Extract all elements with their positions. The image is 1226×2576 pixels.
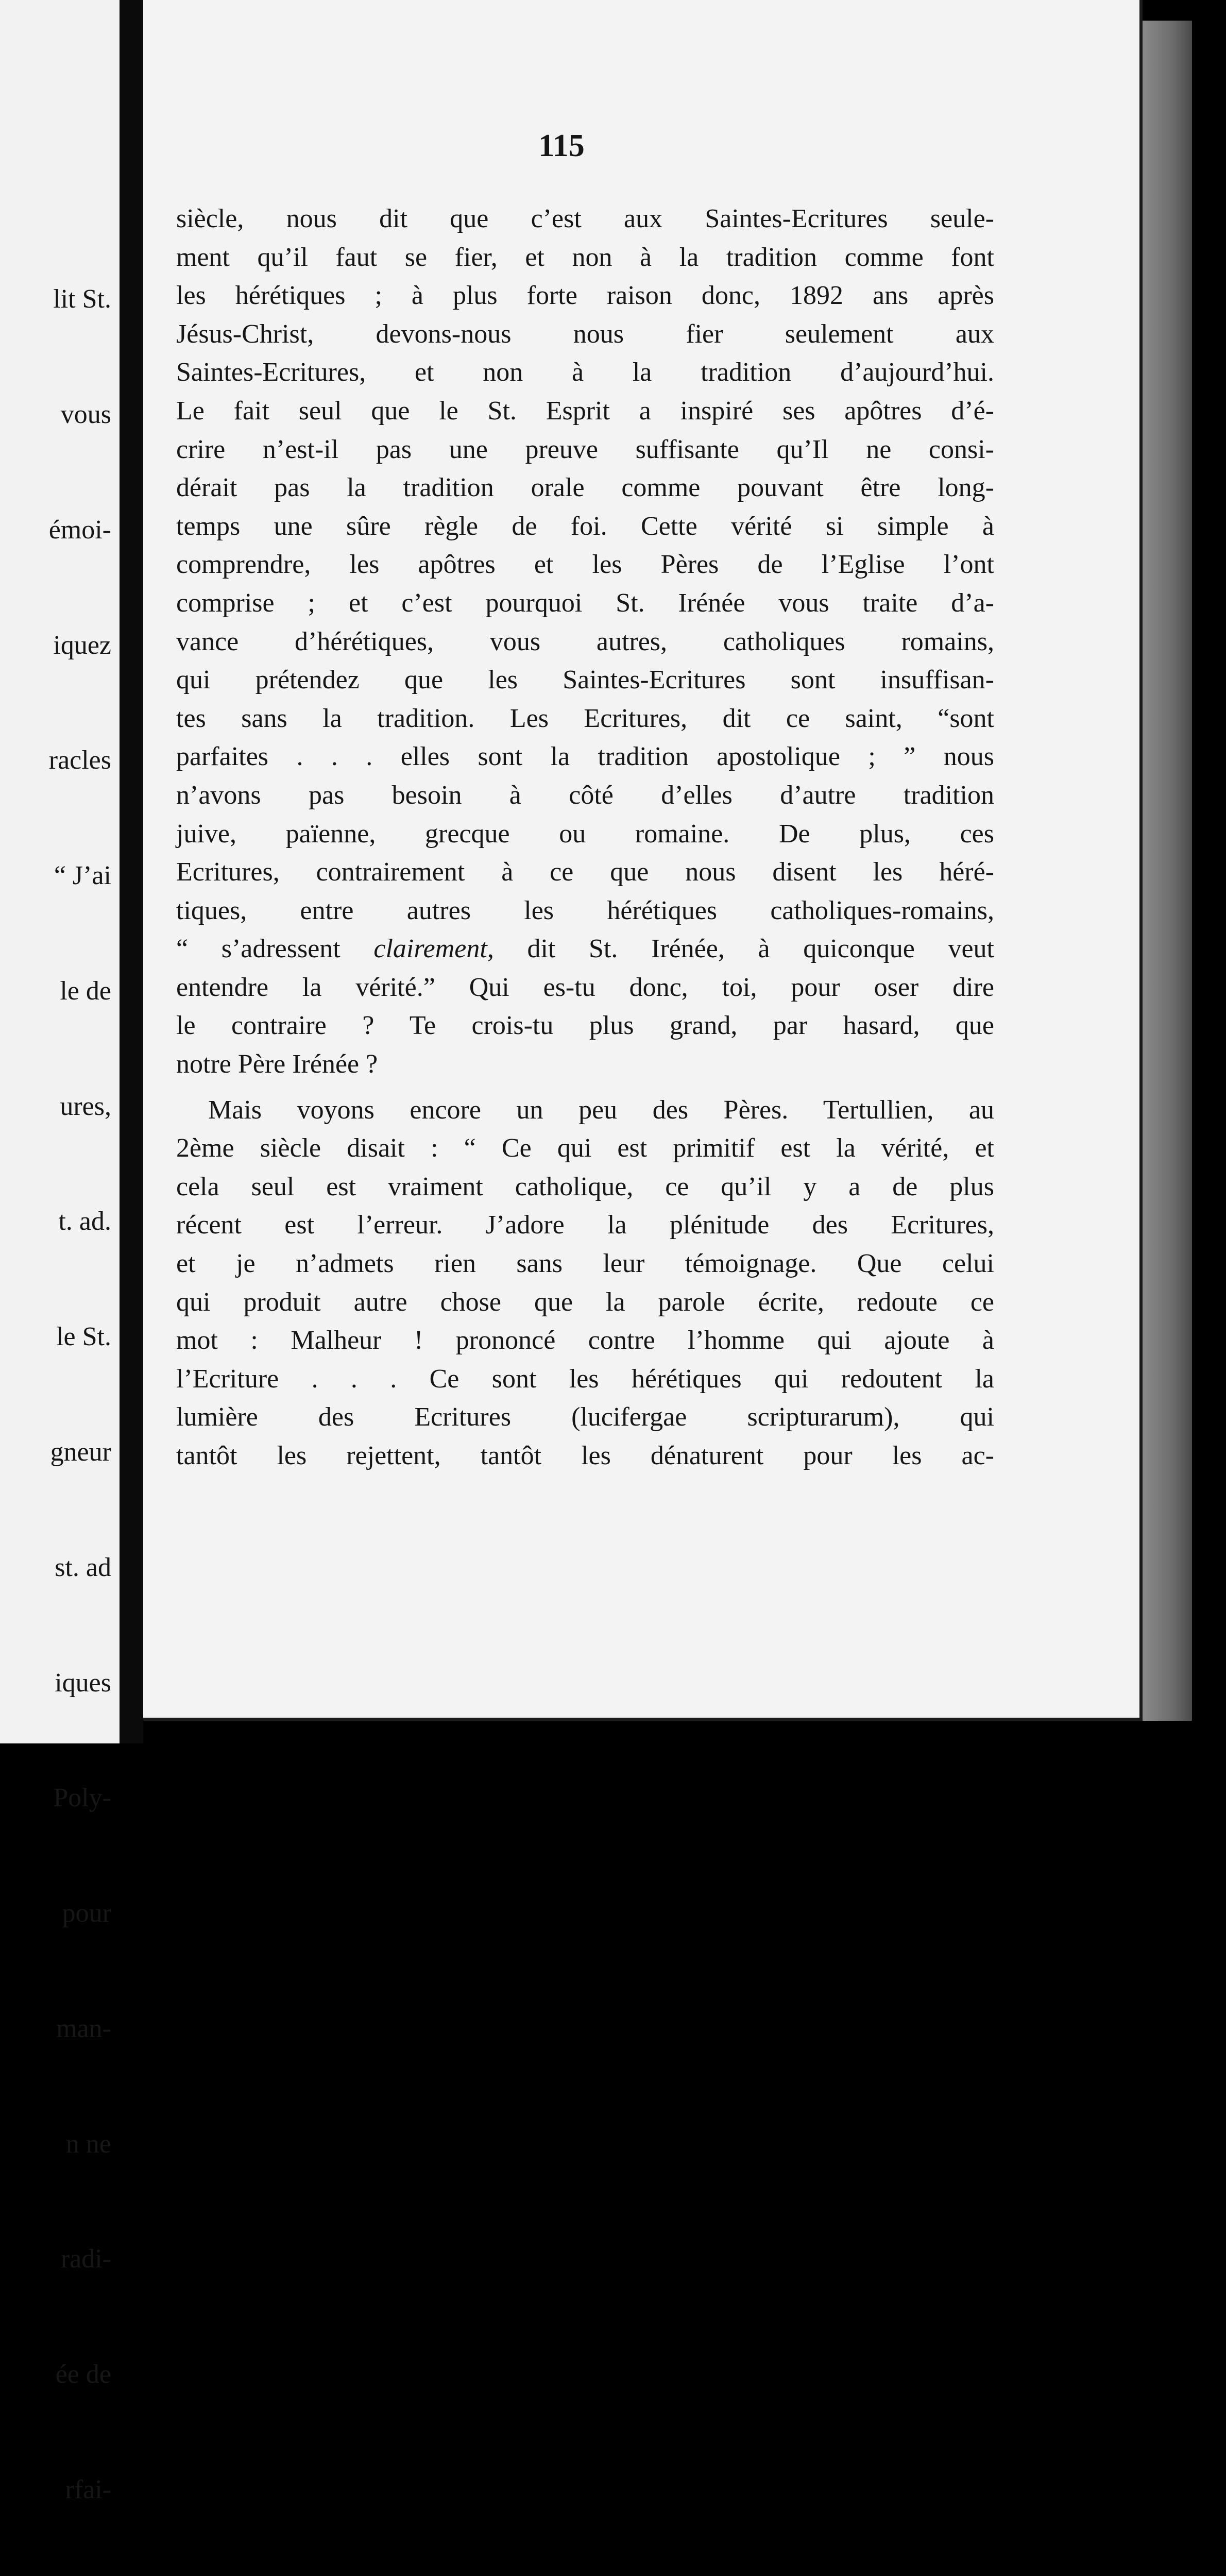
text-segment: , dit St. Irénée, à quiconque veut bbox=[487, 934, 995, 964]
previous-page-line: man- bbox=[56, 2013, 111, 2043]
previous-page-line: racles bbox=[48, 745, 111, 775]
previous-page-line: le de bbox=[60, 976, 111, 1006]
text-line: comprise ; et c’est pourquoi St. Irénée vous traite d’a- bbox=[176, 588, 994, 618]
previous-page-line: iques bbox=[55, 1668, 111, 1698]
previous-page-text bbox=[49, 204, 111, 2576]
text-line bbox=[176, 930, 994, 969]
text-line: vance d’hérétiques, vous autres, catholiques romains, bbox=[176, 626, 994, 656]
text-line: temps une sûre règle de foi. Cette vérité si simple à bbox=[176, 511, 994, 541]
text-line: tantôt les rejettent, tantôt les dénaturent pour les ac- bbox=[176, 1441, 994, 1470]
text-line: l’Ecriture . . . Ce sont les hérétiques qui redoutent la bbox=[176, 1364, 994, 1394]
previous-page-fragment bbox=[0, 0, 120, 2505]
text-line: tes sans la tradition. Les Ecritures, dit ce saint, “sont bbox=[176, 703, 994, 733]
previous-page-line: ures, bbox=[60, 1091, 111, 1121]
text-line: Ecritures, contrairement à ce que nous disent les héré- bbox=[176, 857, 994, 887]
italic-word: clairement bbox=[373, 934, 487, 964]
previous-page-line: st. ad bbox=[55, 1552, 111, 1582]
text-line: entendre la vérité.” Qui es-tu donc, toi, pour oser dire bbox=[176, 972, 994, 1002]
previous-page-line: rfai- bbox=[65, 2475, 111, 2505]
page-body bbox=[176, 200, 994, 1476]
text-line: Jésus-Christ, devons-nous nous fier seulement aux bbox=[176, 319, 994, 349]
text-line: et je n’admets rien sans leur témoignage. Que celui bbox=[176, 1249, 994, 1279]
text-line: lumière des Ecritures (lucifergae scripturarum), qui bbox=[176, 1402, 994, 1432]
text-line: Le fait seul que le St. Esprit a inspiré ses apôtres d’é- bbox=[176, 396, 994, 426]
text-line: crire n’est-il pas une preuve suffisante qu’Il ne consi- bbox=[176, 434, 994, 464]
previous-page-line: “ J’ai bbox=[54, 861, 111, 891]
page-edge bbox=[1143, 21, 1192, 1721]
text-line: parfaites . . . elles sont la tradition apostolique ; ” nous bbox=[176, 742, 994, 772]
previous-page-line: pour bbox=[62, 1899, 111, 1928]
text-line: siècle, nous dit que c’est aux Saintes-Ecritures seule- bbox=[176, 204, 994, 233]
text-line: récent est l’erreur. J’adore la plénitude des Ecritures, bbox=[176, 1210, 994, 1240]
text-line: tiques, entre autres les hérétiques catholiques-romains, bbox=[176, 895, 994, 925]
text-line: cela seul est vraiment catholique, ce qu’il y a de plus bbox=[176, 1172, 994, 1201]
previous-page-line: le St. bbox=[56, 1322, 111, 1352]
text-line: juive, païenne, grecque ou romaine. De plus, ces bbox=[176, 819, 994, 849]
book-gutter bbox=[120, 0, 143, 1743]
previous-page-line: gneur bbox=[50, 1437, 111, 1467]
text-line: dérait pas la tradition orale comme pouvant être long- bbox=[176, 473, 994, 503]
text-line: qui prétendez que les Saintes-Ecritures sont insuffisan- bbox=[176, 665, 994, 695]
text-line: mot : Malheur ! prononcé contre l’homme qui ajoute à bbox=[176, 1326, 994, 1355]
previous-page-line: n ne bbox=[65, 2129, 111, 2159]
previous-page-line: ée de bbox=[55, 2360, 111, 2389]
previous-page-line: iquez bbox=[53, 630, 111, 660]
previous-page-line: vous bbox=[60, 399, 111, 429]
paragraph-1 bbox=[176, 200, 994, 1084]
text-line: le contraire ? Te crois-tu plus grand, par hasard, que bbox=[176, 1011, 994, 1041]
previous-page-line: radi- bbox=[60, 2244, 111, 2274]
paragraph-2 bbox=[176, 1091, 994, 1476]
text-line: qui produit autre chose que la parole écrite, redoute ce bbox=[176, 1287, 994, 1317]
text-line: Mais voyons encore un peu des Pères. Tertullien, au bbox=[208, 1095, 994, 1125]
page-number: 115 bbox=[538, 128, 585, 163]
previous-page-line: Poly- bbox=[53, 1783, 111, 1813]
previous-page-line: émoi- bbox=[48, 515, 111, 545]
previous-page-line: t. ad. bbox=[58, 1207, 111, 1236]
text-line: Saintes-Ecritures, et non à la tradition d’aujourd’hui. bbox=[176, 358, 994, 387]
previous-page-line: lit St. bbox=[53, 284, 111, 314]
text-line: 2ème siècle disait : “ Ce qui est primitif est la vérité, et bbox=[176, 1133, 994, 1163]
text-segment: “ s’adressent bbox=[176, 934, 374, 964]
text-line: les hérétiques ; à plus forte raison donc, 1892 ans après bbox=[176, 281, 994, 311]
text-line: notre Père Irénée ? bbox=[176, 1049, 378, 1079]
text-line: comprendre, les apôtres et les Pères de l’Eglise l’ont bbox=[176, 550, 994, 580]
text-line: n’avons pas besoin à côté d’elles d’autre tradition bbox=[176, 780, 994, 810]
text-line: ment qu’il faut se fier, et non à la tradition comme font bbox=[176, 242, 994, 272]
